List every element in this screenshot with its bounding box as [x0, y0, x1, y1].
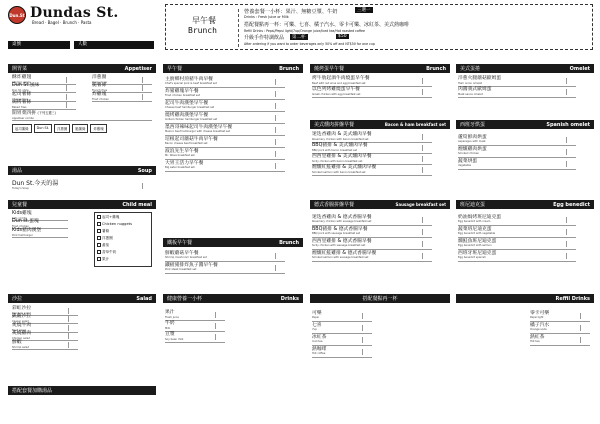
- combo-option[interactable]: 脆薯條: [72, 124, 88, 133]
- list-item[interactable]: 主廚鄉村煎豬牛肉早餐 Chef's special pork & beef breakfast set: [165, 76, 285, 88]
- list-item[interactable]: 蔬菜烘蛋 Vegetable: [458, 158, 576, 170]
- omelet-section: [456, 64, 594, 110]
- refill-list-right: [530, 310, 590, 346]
- grill-header: [310, 64, 450, 73]
- soup-section: [8, 166, 156, 196]
- list-item[interactable]: 以色列烤雞燒蛋早午餐 Israeli chicken with egg breakfast set: [312, 87, 432, 98]
- brunch-title-en: Brunch: [279, 65, 299, 72]
- waffle-title-en: Brunch: [279, 239, 299, 246]
- list-item[interactable]: 燒烤雞肉漢堡早午餐 Grilled chicken hamburger breakfast set: [165, 112, 285, 124]
- soup-title-zh: 湯品: [12, 168, 23, 174]
- child-option[interactable]: 洋蔥圈: [97, 236, 149, 243]
- list-item[interactable]: 鮮蝦蘑菇早午餐 Shrimp mushroom breakfast set: [165, 250, 285, 262]
- extra-soup-section: [8, 386, 156, 416]
- list-item[interactable]: 煙燻雞肉烘蛋 Smoked chicken: [458, 146, 576, 158]
- drinks-title-en: Drinks: [280, 295, 299, 302]
- bacon-title-en: Bacon & ham breakfast set: [384, 122, 446, 127]
- child-option[interactable]: 薯條: [97, 229, 149, 236]
- list-item[interactable]: 煙燻紅鮭雞排 & 美式燻肉早餐 Smoked salmon with bacon breakfast set: [312, 165, 432, 176]
- list-item[interactable]: 燻鮭魚班尼迪克蛋 Egg benedict with salmon: [458, 238, 576, 250]
- child-title-zh: 兒童餐: [12, 202, 28, 208]
- list-item[interactable]: 可樂 Pepsi: [312, 310, 372, 322]
- list-item[interactable]: 洋蔥圈 Onion rings: [92, 76, 152, 85]
- list-item[interactable]: 迷迭香雞肉 & 德式香腸早餐 Rosemary chicken with sausage breakfast set: [312, 214, 432, 226]
- list-item[interactable]: 波浪先生早午餐 Mr. Wave breakfast set: [165, 148, 285, 160]
- appetiser-list-right: [92, 76, 152, 102]
- sausage-title-en: Sausage breakfast set: [395, 202, 446, 207]
- benedict-title-zh: 班尼迪克蛋: [460, 202, 486, 208]
- bacon-header: [310, 120, 450, 129]
- drinks-list: [165, 310, 225, 343]
- brunch-list: [165, 76, 285, 172]
- list-item[interactable]: 零卡可樂 Pepsi light: [530, 310, 590, 322]
- bacon-title-zh: 美式燻肉拼盤早餐: [314, 122, 355, 128]
- spanish-header: [456, 120, 594, 129]
- child-header: [8, 200, 156, 209]
- list-item[interactable]: 果汁 Fresh juice: [165, 310, 225, 321]
- combo-drinks-header: [310, 294, 450, 303]
- table-label: 桌號: [12, 42, 21, 47]
- list-item[interactable]: BBQ豬排 & 美式燻肉早餐 BBQ pork with bacon breakfast set: [312, 143, 432, 154]
- combo-option[interactable]: 炸雞塊: [90, 124, 106, 133]
- refill-header: [456, 294, 594, 303]
- appetiser-title-en: Appetiser: [124, 65, 152, 72]
- sausage-header: [310, 200, 450, 209]
- omelet-list: [458, 76, 576, 98]
- extra-title-zh: 搭配套餐加購湯品: [12, 388, 53, 394]
- combo-drinks-title: 搭配餐點再一杯: [362, 296, 398, 302]
- spanish-list: [458, 134, 576, 170]
- grill-title-zh: 燒烤蛋早午餐: [314, 66, 345, 72]
- benedict-title-en: Egg benedict: [553, 201, 590, 208]
- bacon-list: [312, 132, 432, 176]
- list-item[interactable]: 西西里雞排 & 德式香腸早餐 Sicily chicken with sausage breakfast set: [312, 238, 432, 250]
- salad-title-en: Salad: [136, 295, 152, 302]
- sausage-list: [312, 214, 432, 262]
- info-line-3: 搭配餐點再一杯：可樂、七喜、橘子汽水、零卡可樂、冰紅茶、美式熱咖啡: [244, 22, 410, 28]
- appetiser-combo-row[interactable]: 開胃菜四拼 (下列五選三) Appetiser combo: [12, 112, 152, 121]
- list-item[interactable]: 熱咖啡 Hot coffee: [312, 346, 372, 358]
- sausage-title-zh: 德式香腸拼盤早餐: [314, 202, 355, 208]
- brand-logo: [8, 6, 26, 24]
- list-item[interactable]: 大胃王活力早午餐 Big eater breakfast set: [165, 160, 285, 172]
- list-item[interactable]: 烤牛肋起酒牛肉燒蛋早午餐 Beef with red wine and egg breakfast set: [312, 76, 432, 87]
- bacon-section: [310, 120, 450, 192]
- appetiser-section: [8, 64, 156, 156]
- child-title-en: Child meal: [122, 201, 152, 208]
- info-badge-1: 三選一: [357, 8, 371, 13]
- list-item[interactable]: Kids雞塊 Kids combo: [12, 212, 68, 221]
- child-option[interactable]: 番茄: [97, 243, 149, 250]
- child-option[interactable]: 香草牛奶: [97, 250, 149, 257]
- brunch-section: [163, 64, 303, 208]
- refill-section: [456, 294, 594, 304]
- waffle-title-zh: 鐵板早午餐: [167, 240, 193, 246]
- drinks-section: [163, 294, 303, 374]
- brand-logo-text: Dun.St: [9, 12, 25, 18]
- info-line-2: Drinks : Fresh Juice or Milk: [244, 15, 289, 19]
- child-option[interactable]: Chicken nuggets: [97, 222, 149, 229]
- people-label: 人數: [78, 42, 87, 47]
- list-item[interactable]: 肉醬義式歐姆蛋 Meat sauce omelet: [458, 87, 576, 98]
- brunch-info-en: Brunch: [188, 26, 217, 35]
- info-line-6: After ordering if you want to order beverages only 50% off and NT$50 for one cup: [244, 42, 375, 46]
- extra-header: [8, 386, 156, 395]
- list-item[interactable]: Dun St.風味 Dun St. style: [12, 85, 76, 94]
- appetiser-header: [8, 64, 156, 73]
- drinks-header: [163, 294, 303, 303]
- waffle-header: [163, 238, 303, 247]
- list-item[interactable]: 鮮蝦 Shrimp salad: [12, 341, 78, 350]
- list-item[interactable]: 鐵板豬排炸魚子醬早午餐 Pork steak breakfast set: [165, 262, 285, 274]
- brand-name: Dundas St.: [30, 5, 119, 21]
- list-item[interactable]: 墨西哥辣味起司牛肉漢堡早午餐 Mexico beef hamburger with cheese breakfast set: [165, 124, 285, 136]
- list-item[interactable]: Dun St.今天的湯 Today's Soup: [12, 182, 152, 191]
- salad-list: [12, 307, 78, 350]
- list-item[interactable]: 起司牛肉漢堡早午餐 Cheese beef hamburger breakfast set: [165, 100, 285, 112]
- spanish-title-zh: 西班牙烘蛋: [460, 122, 486, 128]
- list-item[interactable]: 炸雞塊 Fried chicken: [92, 93, 152, 102]
- combo-options: [12, 124, 152, 133]
- brand-tagline: Bread · Bagel · Brunch · Pasta: [32, 20, 92, 25]
- info-divider: [238, 9, 239, 47]
- list-item[interactable]: 焗烤薯條 Baked fries: [12, 102, 76, 111]
- waffle-section: [163, 238, 303, 290]
- table-field[interactable]: [8, 41, 70, 49]
- people-field[interactable]: [74, 41, 154, 49]
- child-option[interactable]: 起司+雞塊: [97, 215, 149, 222]
- list-item[interactable]: Kids豬肉漢堡 Pork hamburger: [12, 229, 68, 238]
- list-item[interactable]: 彩虹沙拉 Rainbow salad: [12, 307, 78, 316]
- list-item[interactable]: 洋蔥火腿蘑菇歐姆蛋 Ham onion omelet: [458, 76, 576, 87]
- benedict-section: [456, 200, 594, 276]
- list-item[interactable]: 橘子汽水 Orange soda: [530, 322, 590, 334]
- list-item[interactable]: 西班牙班尼迪克蛋 Egg benedict spanish: [458, 250, 576, 262]
- list-item[interactable]: 煙燻紅鮭雞排 & 德式香腸早餐 Smoked salmon with sausage breakfast set: [312, 250, 432, 262]
- child-meal-section: [8, 200, 156, 286]
- combo-option[interactable]: Dun St.: [34, 124, 53, 133]
- refill-title-en: Reffil Drinks: [555, 295, 590, 302]
- grill-section: [310, 64, 450, 104]
- list-item[interactable]: 培根起司蘑菇牛肉早午餐 Bacon cheese beef breakfast set: [165, 136, 285, 148]
- omelet-title-zh: 美式蛋捲: [460, 66, 481, 72]
- list-item[interactable]: 炙燒雞肉 Chicken salad: [12, 333, 78, 342]
- benedict-list: [458, 214, 576, 262]
- brunch-header: [163, 64, 303, 73]
- list-item[interactable]: 奶油焗烤班尼迪克蛋 Egg benedict with cream: [458, 214, 576, 226]
- list-item[interactable]: 牛奶 Milk: [165, 321, 225, 332]
- child-options: [94, 212, 152, 267]
- grill-title-en: Brunch: [426, 65, 446, 72]
- salad-section: [8, 294, 156, 378]
- brunch-info-box: [165, 4, 593, 50]
- grill-list: [312, 76, 432, 98]
- list-item[interactable]: 迷迭香雞肉 & 美式燻肉早餐 Rosemary chicken with bacon breakfast set: [312, 132, 432, 143]
- info-line-4: Refill Drinks : Pepsi/Pepsi light/7up/Orange juice/Iced tea/Hot roasted coffee: [244, 29, 365, 33]
- brand-area: [8, 5, 156, 31]
- list-item[interactable]: 豆漿 Soy bean milk: [165, 332, 225, 343]
- refill-list-left: [312, 310, 372, 358]
- appetiser-title-zh: 開胃菜: [12, 66, 28, 72]
- sausage-section: [310, 200, 450, 276]
- salad-header: [8, 294, 156, 303]
- soup-title-en: Soup: [137, 167, 152, 174]
- brunch-info-zh: 早午餐: [192, 16, 216, 25]
- list-item[interactable]: 冰紅茶 Iced tea: [312, 334, 372, 346]
- brunch-title-zh: 早午餐: [167, 66, 183, 72]
- combo-option[interactable]: 洋蔥圈: [54, 124, 70, 133]
- list-item[interactable]: 炸豬雞塊早午餐 Fried chicken breakfast set: [165, 88, 285, 100]
- spanish-title-en: Spanish omelet: [546, 121, 590, 128]
- list-item[interactable]: 西西里雞排 & 美式燻肉早餐 Sicily chicken with bacon breakfast set: [312, 154, 432, 165]
- list-item[interactable]: Dun st.蛋塊 Fried chicken: [12, 221, 68, 230]
- spanish-section: [456, 120, 594, 192]
- list-item[interactable]: 酥炸雞翅 Chicken wings: [12, 76, 76, 85]
- salad-title-zh: 沙拉: [12, 296, 23, 302]
- omelet-header: [456, 64, 594, 73]
- list-item[interactable]: 蔬菜班尼迪克蛋 Egg benedict with vegetable: [458, 226, 576, 238]
- combo-option[interactable]: 起司薯條: [12, 124, 32, 133]
- appetiser-list-left: [12, 76, 76, 110]
- list-item[interactable]: 凱薩沙拉 Caesar salad: [12, 316, 78, 325]
- list-item[interactable]: 蘆筍鮮肉烘蛋 Asparagus with meat: [458, 134, 576, 146]
- waffle-list: [165, 250, 285, 274]
- combo-drinks-section: [310, 294, 450, 304]
- benedict-header: [456, 200, 594, 209]
- info-line-1: 營養套餐一小杯：果汁、無糖豆漿、牛奶: [244, 9, 338, 15]
- omelet-title-en: Omelet: [569, 65, 590, 72]
- info-line-5: 升級手作特調飲品: [244, 35, 285, 41]
- child-option[interactable]: 果汁: [97, 257, 149, 264]
- list-item[interactable]: 炙燒牛肉 Beef salad: [12, 324, 78, 333]
- list-item[interactable]: 熱紅茶 Hot tea: [530, 334, 590, 346]
- drinks-title-zh: 健康營養一小杯: [167, 296, 203, 302]
- list-item[interactable]: 起司薯條 Cheese fries: [12, 93, 76, 102]
- info-badge-2: 第二杯: [292, 35, 306, 40]
- list-item[interactable]: 七喜 7up: [312, 322, 372, 334]
- list-item[interactable]: 脆薯條 French fries: [92, 85, 152, 94]
- soup-header: [8, 166, 156, 175]
- list-item[interactable]: BBQ豬排 & 德式香腸早餐 BBQ pork with sausage breakfast set: [312, 226, 432, 238]
- child-list: [12, 212, 68, 238]
- info-badge-3: $50: [338, 34, 347, 39]
